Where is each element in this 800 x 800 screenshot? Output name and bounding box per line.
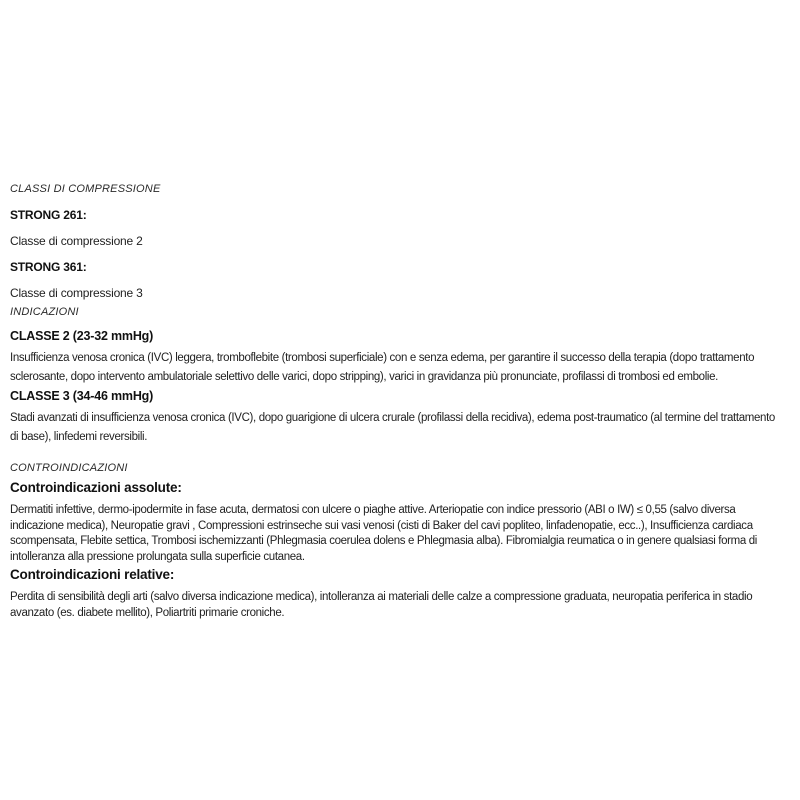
controindicazioni-assolute-paragraph: Dermatiti infettive, dermo-ipodermite in fase acuta, dermatosi con ulcere o piaghe attive. Arteriopatie con indice pressorio (ABI o IW) ≤ 0,55 (salvo diversa indicazione medica), Neuropatie gravi , Compressioni estrinseche sui vasi venosi (cisti di Baker del cavi popliteo, linfadenopatie, ecc..), Insufficienza cardiaca scompensata, Flebite settica, Trombosi ischemizzanti (Phlegmasia coerulea dolens e Phlegmasia alba). Fibromialgia reumatica o in genere qualsiasi forma di intolleranza alla pressione prolungata sulla superficie cutanea.: [10, 504, 758, 563]
strong-361-value: Classe di compressione 3: [10, 286, 143, 300]
section-classi-di-compressione: [10, 183, 782, 300]
classe-2-paragraph: Insufficienza venosa cronica (IVC) leggera, tromboflebite (trombosi superficiale) con e senza edema, per garantire il successo della terapia (dopo trattamento sclerosante, dopo intervento ambulatoriale selettivo delle varici, dopo stripping), varici in gravidanza più pronunciate, profilassi di trombosi ed embolie.: [10, 352, 755, 383]
indicazioni-heading: INDICAZIONI: [10, 306, 79, 318]
classe-2-title: CLASSE 2 (23-32 mmHg): [10, 329, 154, 343]
classe-3-title: CLASSE 3 (34-46 mmHg): [10, 389, 154, 403]
controindicazioni-relative-title: Controindicazioni relative:: [10, 567, 175, 582]
classe-3-paragraph: Stadi avanzati di insufficienza venosa cronica (IVC), dopo guarigione di ulcera crurale (profilassi della recidiva), edema post-traumatico (al termine del trattamento di base), linfedemi reversibili.: [10, 412, 775, 443]
classi-di-compressione-heading: CLASSI DI COMPRESSIONE: [10, 183, 161, 195]
strong-261-label: STRONG 261:: [10, 208, 87, 222]
section-indicazioni: [10, 306, 782, 447]
controindicazioni-assolute-title: Controindicazioni assolute:: [10, 480, 182, 495]
section-controindicazioni: [10, 462, 782, 621]
strong-261-value: Classe di compressione 2: [10, 234, 143, 248]
controindicazioni-relative-paragraph: Perdita di sensibilità degli arti (salvo diversa indicazione medica), intolleranza ai materiali delle calze a compressione graduata, neuropatia periferica in stadio avanzato (es. diabete mellito), Poliartriti primarie croniche.: [10, 591, 753, 619]
controindicazioni-heading: CONTROINDICAZIONI: [10, 462, 128, 474]
strong-361-label: STRONG 361:: [10, 260, 87, 274]
